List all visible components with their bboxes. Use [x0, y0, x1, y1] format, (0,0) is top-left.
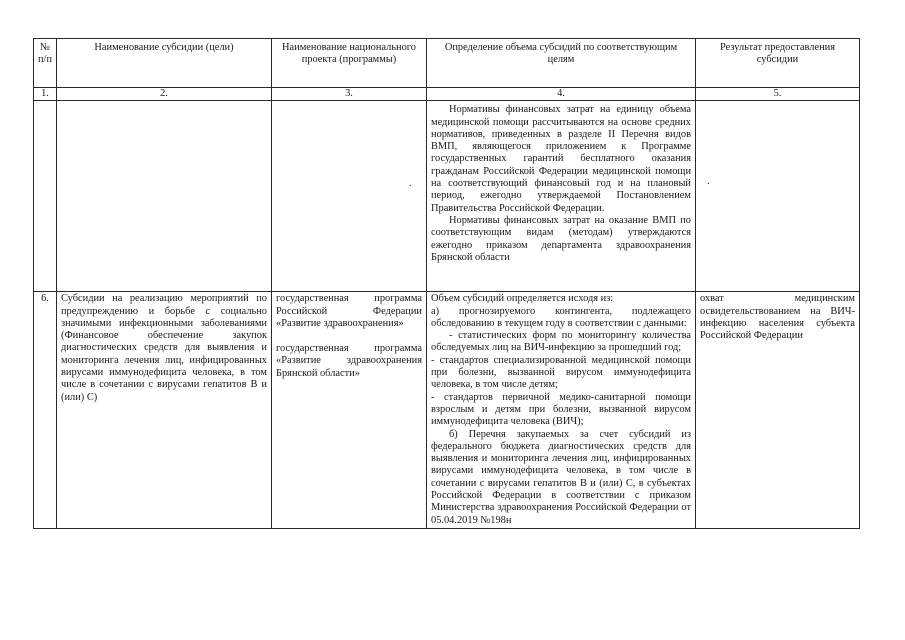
volume-line: б) Перечня закупаемых за счет субсидий из федерального бюджета диагностических средств для выявления и мониторинга лечения лиц, инфицированных вирусами иммунодефицита человека, в том числе в сочетании с вирусами гепатитов B и (или) C, в субъектах Российской Федерации в соответствии с приказом Министерства здравоохранения Российской Федерации от 05.04.2019 №198н — [431, 428, 691, 526]
volume-line: Объем субсидий определяется исходя из: — [431, 293, 614, 305]
volume-line: а) прогнозируемого контингента, подлежащего обследованию в текущем году в соответствии с данными: — [431, 305, 691, 329]
cell-volume — [427, 292, 696, 529]
cell-empty — [34, 101, 57, 292]
volume-line: - стандартов специализированной медицинской помощи при болезни, вызванной вирусом иммунодефицита человека, в том числе детям; — [431, 354, 691, 391]
cell-result: охват медицинским освидетельствованием на ВИЧ-инфекцию населения субъекта Российской Федерации — [696, 292, 860, 529]
subsidy-table — [33, 38, 860, 529]
header-volume: Определение объема субсидий по соответствующим целям — [427, 39, 696, 88]
column-number: 4. — [427, 88, 696, 101]
cell-volume-cont — [427, 101, 696, 292]
cell-project — [272, 292, 427, 529]
header-project: Наименование национального проекта (программы) — [272, 39, 427, 88]
header-row — [34, 39, 860, 88]
volume-line: - статистических форм по мониторингу количества обследуемых лиц на ВИЧ-инфекцию за прошедший год; — [431, 330, 691, 354]
column-number: 5. — [696, 88, 860, 101]
table-row-6 — [34, 292, 860, 529]
table-row-continued — [34, 101, 860, 292]
volume-line: - стандартов первичной медико-санитарной помощи взрослым и детям при болезни, вызванной вирусом иммунодефицита человека (ВИЧ); — [431, 391, 691, 428]
cell-subsidy-name: Субсидии на реализацию мероприятий по предупреждению и борьбе с социально значимыми инфекционными заболеваниями (Финансовое обеспечение закупок диагностических средств для выявления и мониторинга лечения лиц, инфицированных вирусами иммунодефицита человека, в том числе в сочетании с вирусами гепатитов B и (или) C) — [57, 292, 272, 529]
cell-empty — [57, 101, 272, 292]
volume-paragraph-1: Нормативы финансовых затрат на единицу объема медицинской помощи рассчитываются на основе средних нормативов, приведенных в разделе II Перечня видов ВМП, являющегося приложением к Программе государственных гарантий бесплатного оказания гражданам Российской Федерации медицинской помощи на соответствующий финансовый год и на плановый период, ежегодно утверждаемой Постановлением Правительства Российской Федерации. — [431, 104, 691, 214]
cell-empty — [696, 101, 860, 292]
column-number: 1. — [34, 88, 57, 101]
header-result: Результат предоставления субсидии — [696, 39, 860, 88]
row-number: 6. — [34, 292, 57, 529]
header-subsidy: Наименование субсидии (цели) — [57, 39, 272, 88]
scan-speck: . — [707, 176, 710, 187]
cell-empty — [272, 101, 427, 292]
column-number: 3. — [272, 88, 427, 101]
scan-speck: . — [409, 178, 412, 189]
column-number: 2. — [57, 88, 272, 101]
project-federal: государственная программа Российской Федерации «Развитие здравоохранения» — [276, 293, 422, 329]
project-regional: государственная программа «Развитие здравоохранения Брянской области» — [276, 343, 422, 379]
volume-paragraph-2: Нормативы финансовых затрат на оказание ВМП по соответствующим видам (методам) утверждаются ежегодно приказом департамента здравоохранения Брянской области — [431, 214, 691, 263]
column-number-row — [34, 88, 860, 101]
header-num: № п/п — [34, 39, 57, 88]
